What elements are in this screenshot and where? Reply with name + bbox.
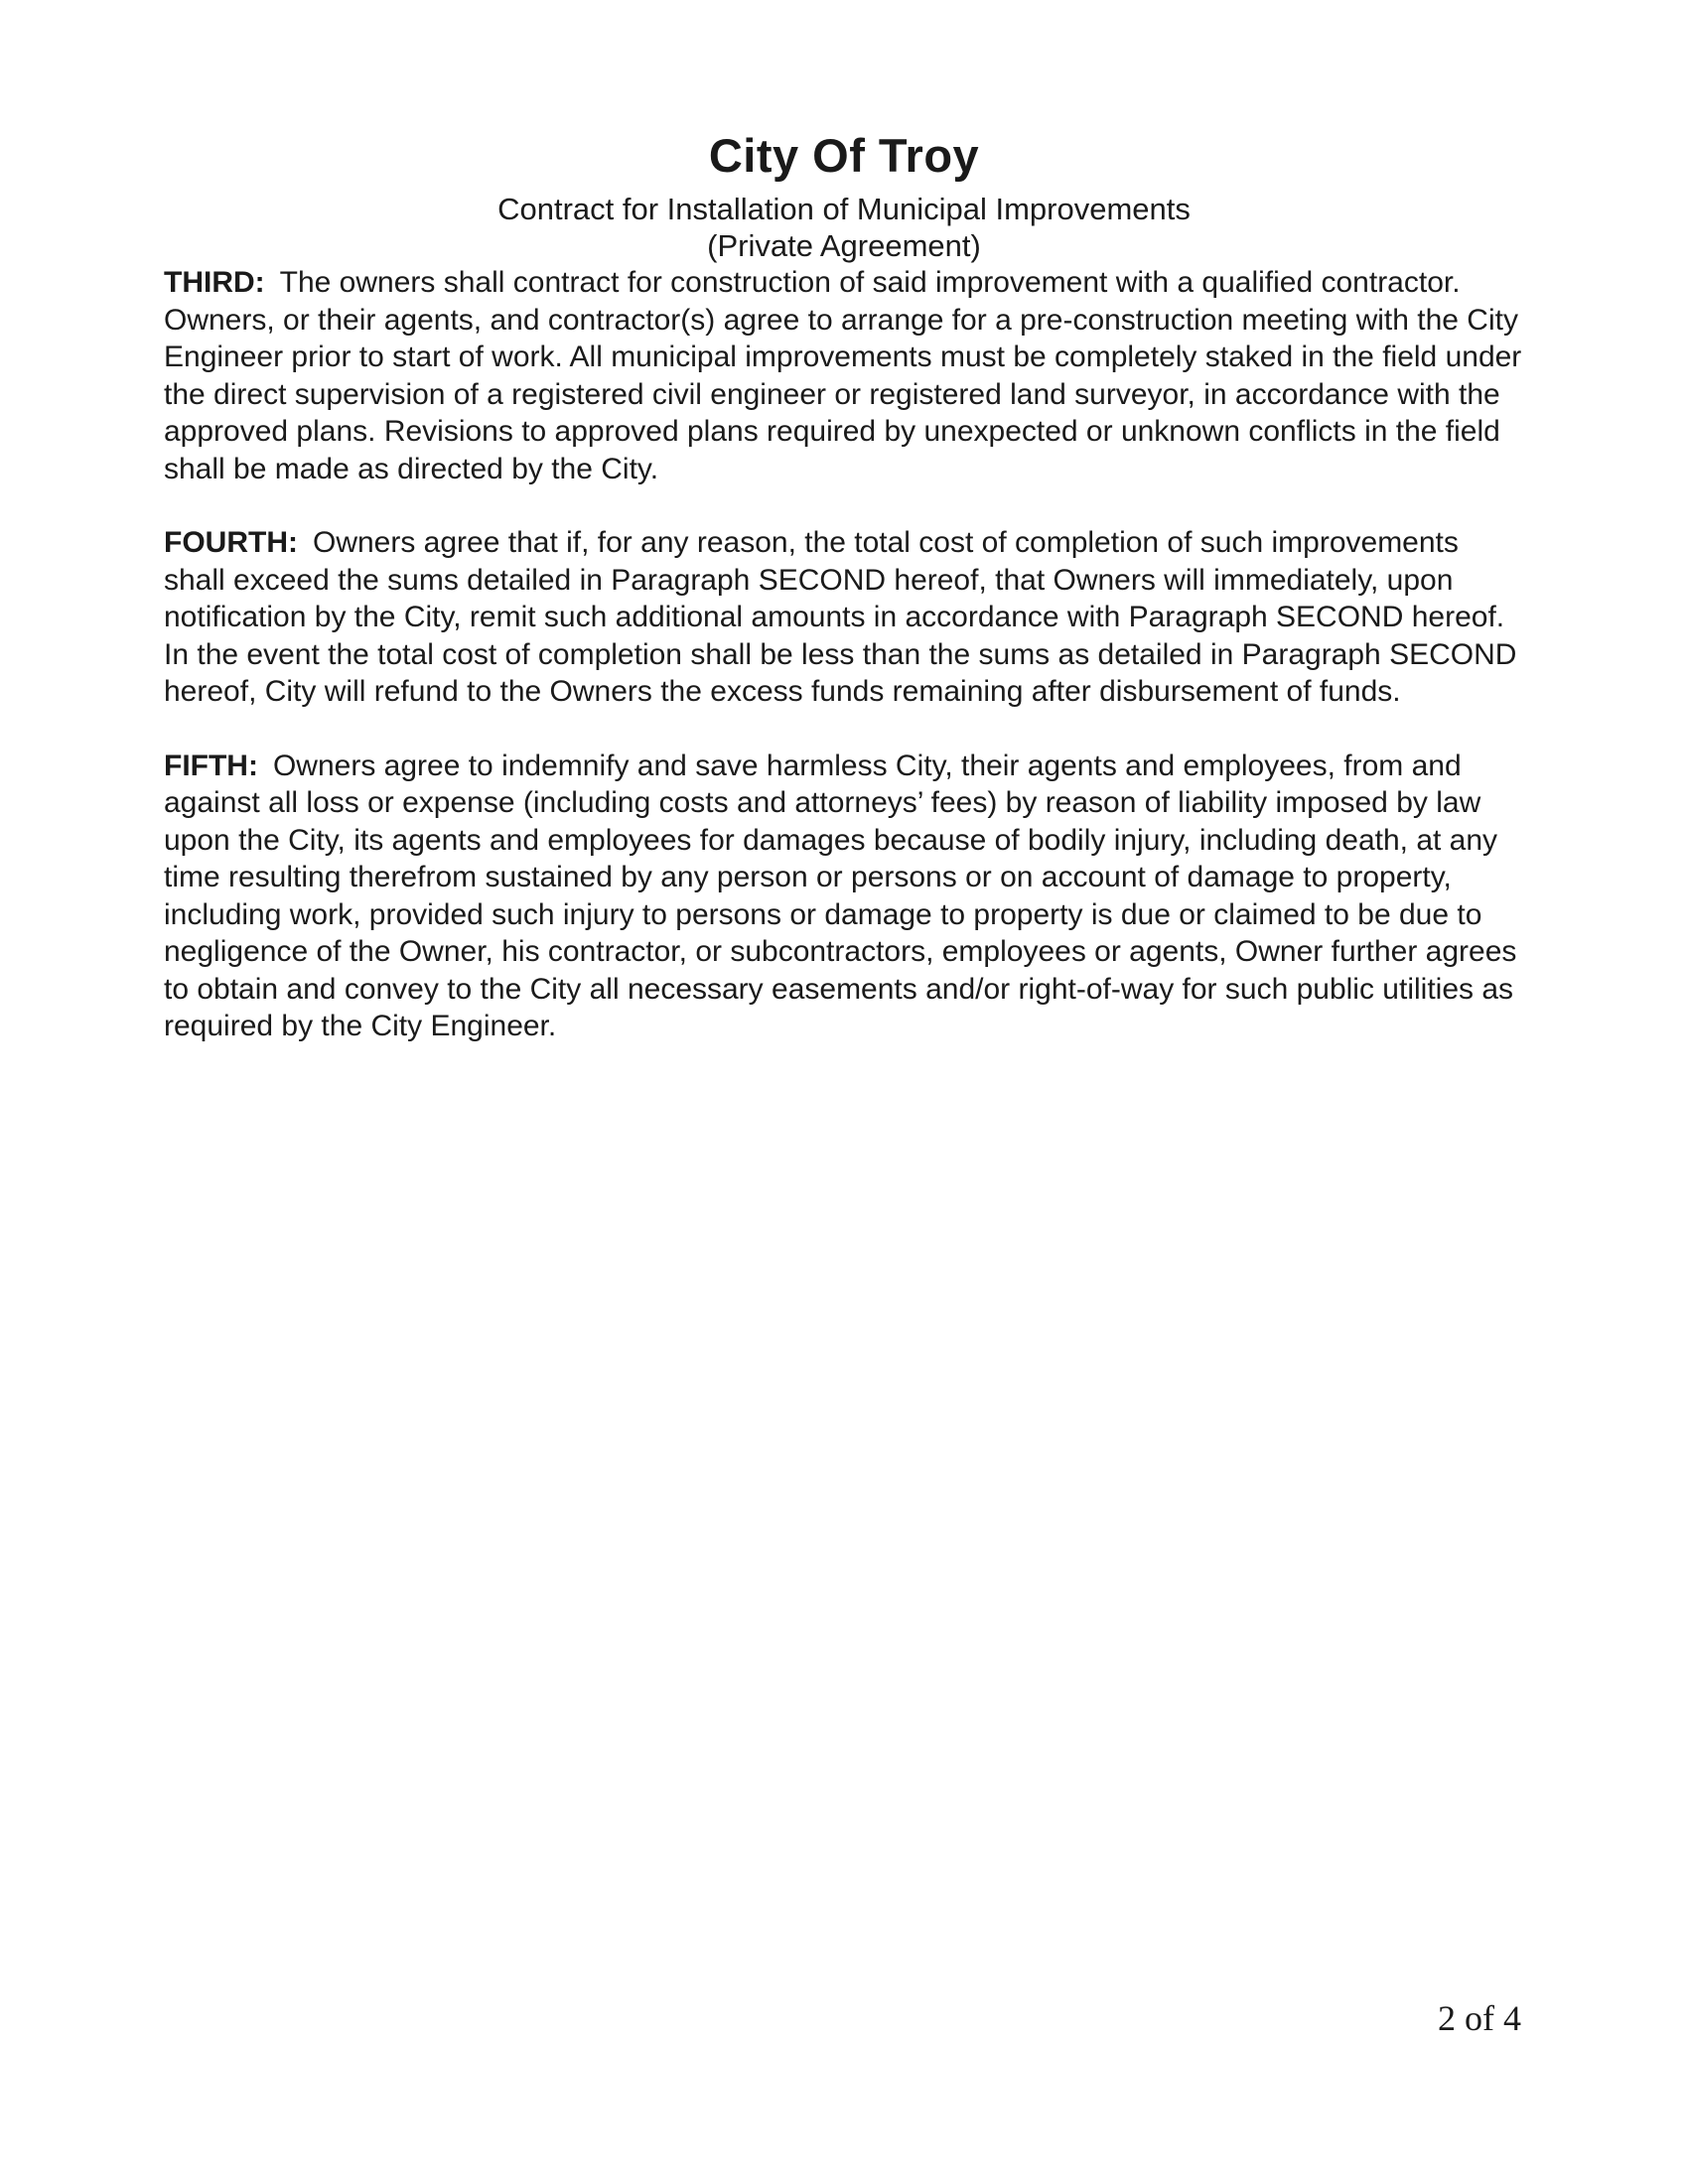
paragraph-fourth: [164, 524, 1524, 711]
paragraph-fourth-label: FOURTH:: [164, 526, 298, 560]
document-subtitle-agreement-type: (Private Agreement): [707, 228, 981, 264]
paragraph-third-text: The owners shall contract for construction of said improvement with a qualified contractor. Owners, or their agents, and contractor(s) agree to arrange for a pre-construction meeting with the City Engineer prior to start of work. All municipal improvements must be completely staked in the field under the direct supervision of a registered civil engineer or registered land surveyor, in accordance with the approved plans. Revisions to approved plans required by unexpected or unknown conflicts in the field shall be made as directed by the City.: [164, 266, 1522, 485]
paragraph-fifth-text: Owners agree to indemnify and save harmless City, their agents and employees, from and against all loss or expense (including costs and attorneys’ fees) by reason of liability imposed by law upon the City, its agents and employees for damages because of bodily injury, including death, at any time resulting therefrom sustained by any person or persons or on account of damage to property, including work, provided such injury to persons or damage to property is due or claimed to be due to negligence of the Owner, his contractor, or subcontractors, employees or agents, Owner further agrees to obtain and convey to the City all necessary easements and/or right-of-way for such public utilities as required by the City Engineer.: [164, 749, 1517, 1043]
paragraph-fifth-label: FIFTH:: [164, 749, 258, 782]
paragraph-fourth-text: Owners agree that if, for any reason, the total cost of completion of such improvements shall exceed the sums detailed in Paragraph SECOND hereof, that Owners will immediately, upon notification by the City, remit such additional amounts in accordance with Paragraph SECOND hereof. In the event the total cost of completion shall be less than the sums as detailed in Paragraph SECOND hereof, City will refund to the Owners the excess funds remaining after disbursement of funds.: [164, 526, 1517, 709]
document-subtitle: Contract for Installation of Municipal Improvements: [497, 192, 1191, 227]
page-number: 2 of 4: [1438, 1998, 1521, 2038]
document-title: City Of Troy: [708, 129, 980, 182]
document-body: [164, 264, 1524, 1045]
paragraph-third-label: THIRD:: [164, 266, 265, 300]
document-header: [0, 0, 1688, 264]
paragraph-fifth: [164, 748, 1524, 1045]
paragraph-third: [164, 264, 1524, 487]
